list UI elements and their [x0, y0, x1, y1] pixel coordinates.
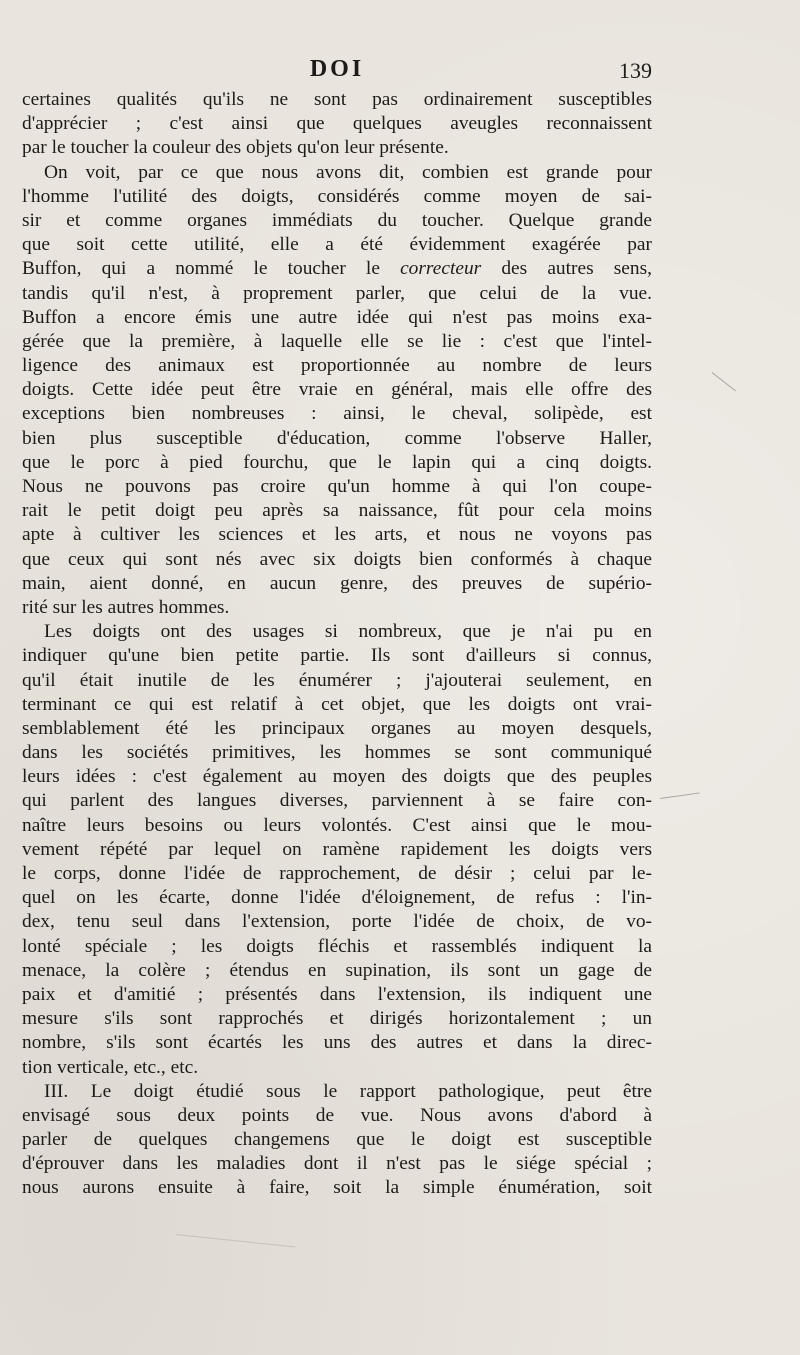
text-line: que soit cette utilité, elle a été évidemment exagérée par	[22, 234, 652, 256]
text-line: leurs idées : c'est également au moyen des doigts que des peuples	[22, 766, 652, 788]
text-line: sir et comme organes immédiats du toucher. Quelque grande	[22, 209, 652, 231]
text-line: tandis qu'il n'est, à proprement parler, que celui de la vue.	[22, 282, 652, 304]
text-line: certaines qualités qu'ils ne sont pas ordinairement susceptibles	[22, 89, 652, 110]
italic-term: correcteur	[400, 258, 482, 280]
margin-mark	[176, 1234, 295, 1248]
text-line: exceptions bien nombreuses : ainsi, le cheval, solipède, est	[22, 403, 652, 425]
text-line: ligence des animaux est proportionnée au nombre de leurs	[22, 355, 652, 377]
text-run: des autres sens,	[481, 258, 652, 280]
text-line: terminant ce qui est relatif à cet objet, que les doigts ont vrai-	[22, 693, 652, 715]
text-line: III. Le doigt étudié sous le rapport pathologique, peut être	[44, 1080, 652, 1102]
text-line: quel on les écarte, donne l'idée d'éloignement, de refus : l'in-	[22, 887, 652, 909]
text-line: apte à cultiver les sciences et les arts, et nous ne voyons pas	[22, 524, 652, 546]
text-line: paix et d'amitié ; présentés dans l'extension, ils indiquent une	[22, 983, 652, 1005]
text-line: Nous ne pouvons pas croire qu'un homme à qui l'on coupe-	[22, 476, 652, 497]
text-line: rait le petit doigt peu après sa naissance, fût pour cela moins	[22, 500, 652, 522]
text-line: rité sur les autres hommes.	[22, 596, 230, 618]
text-line: gérée que la première, à laquelle elle se lie : c'est que l'intel-	[22, 330, 652, 352]
running-head: DOI	[309, 56, 365, 82]
text-line: mesure s'ils sont rapprochés et dirigés horizontalement ; un	[22, 1008, 652, 1030]
text-run: Buffon, qui a nommé le toucher le	[22, 258, 401, 280]
text-line: vement répété par lequel on ramène rapidement les doigts vers	[22, 838, 652, 860]
text-line: parler de quelques changemens que le doigt est susceptible	[22, 1129, 652, 1151]
text-line: doigts. Cette idée peut être vraie en général, mais elle offre des	[22, 379, 652, 401]
text-line: bien plus susceptible d'éducation, comme l'observe Haller,	[22, 427, 652, 449]
margin-mark	[660, 792, 700, 799]
text-line: menace, la colère ; étendus en supination, ils sont un gage de	[22, 959, 652, 981]
text-line: dans les sociétés primitives, les hommes se sont communiqué	[22, 742, 652, 764]
text-line: l'homme l'utilité des doigts, considérés comme moyen de sai-	[22, 185, 652, 207]
text-line: qui parlent des langues diverses, parviennent à se faire con-	[22, 790, 652, 812]
text-line: On voit, par ce que nous avons dit, combien est grande pour	[44, 161, 652, 183]
text-line: que ceux qui sont nés avec six doigts bien conformés à chaque	[22, 548, 652, 570]
text-line: envisagé sous deux points de vue. Nous avons d'abord à	[22, 1104, 652, 1126]
text-line: semblablement été les principaux organes au moyen desquels,	[22, 717, 652, 739]
text-line: par le toucher la couleur des objets qu'on leur présente.	[22, 137, 449, 159]
text-line: Buffon a encore émis une autre idée qui n'est pas moins exa-	[22, 306, 652, 328]
text-line: qu'il était inutile de les énumérer ; j'ajouterai seulement, en	[22, 669, 652, 691]
text-line: d'éprouver dans les maladies dont il n'est pas le siége spécial ;	[22, 1153, 652, 1175]
text-line: le corps, donne l'idée de rapprochement, de désir ; celui par le-	[22, 863, 652, 884]
text-line: indiquer qu'une bien petite partie. Ils sont d'ailleurs si connus,	[22, 645, 652, 667]
text-line: naître leurs besoins ou leurs volontés. C'est ainsi que le mou-	[22, 814, 652, 836]
text-line	[22, 257, 652, 281]
page-header	[22, 56, 652, 92]
text-line: main, aient donné, en aucun genre, des preuves de supério-	[22, 572, 652, 594]
text-line: nombre, s'ils sont écartés les uns des autres et dans la direc-	[22, 1032, 652, 1054]
page-number: 139	[619, 58, 652, 83]
text-line: lonté spéciale ; les doigts fléchis et rassemblés indiquent la	[22, 935, 652, 957]
body-text	[22, 88, 652, 1201]
margin-mark	[712, 372, 736, 391]
text-line: tion verticale, etc., etc.	[22, 1056, 199, 1078]
text-line: Les doigts ont des usages si nombreux, que je n'ai pu en	[44, 621, 652, 643]
text-line: nous aurons ensuite à faire, soit la simple énumération, soit	[22, 1177, 652, 1199]
text-line: que le porc à pied fourchu, que le lapin qui a cinq doigts.	[22, 451, 652, 473]
text-line: dex, tenu seul dans l'extension, porte l'idée de choix, de vo-	[22, 911, 652, 933]
text-line: d'apprécier ; c'est ainsi que quelques aveugles reconnaissent	[22, 113, 652, 135]
